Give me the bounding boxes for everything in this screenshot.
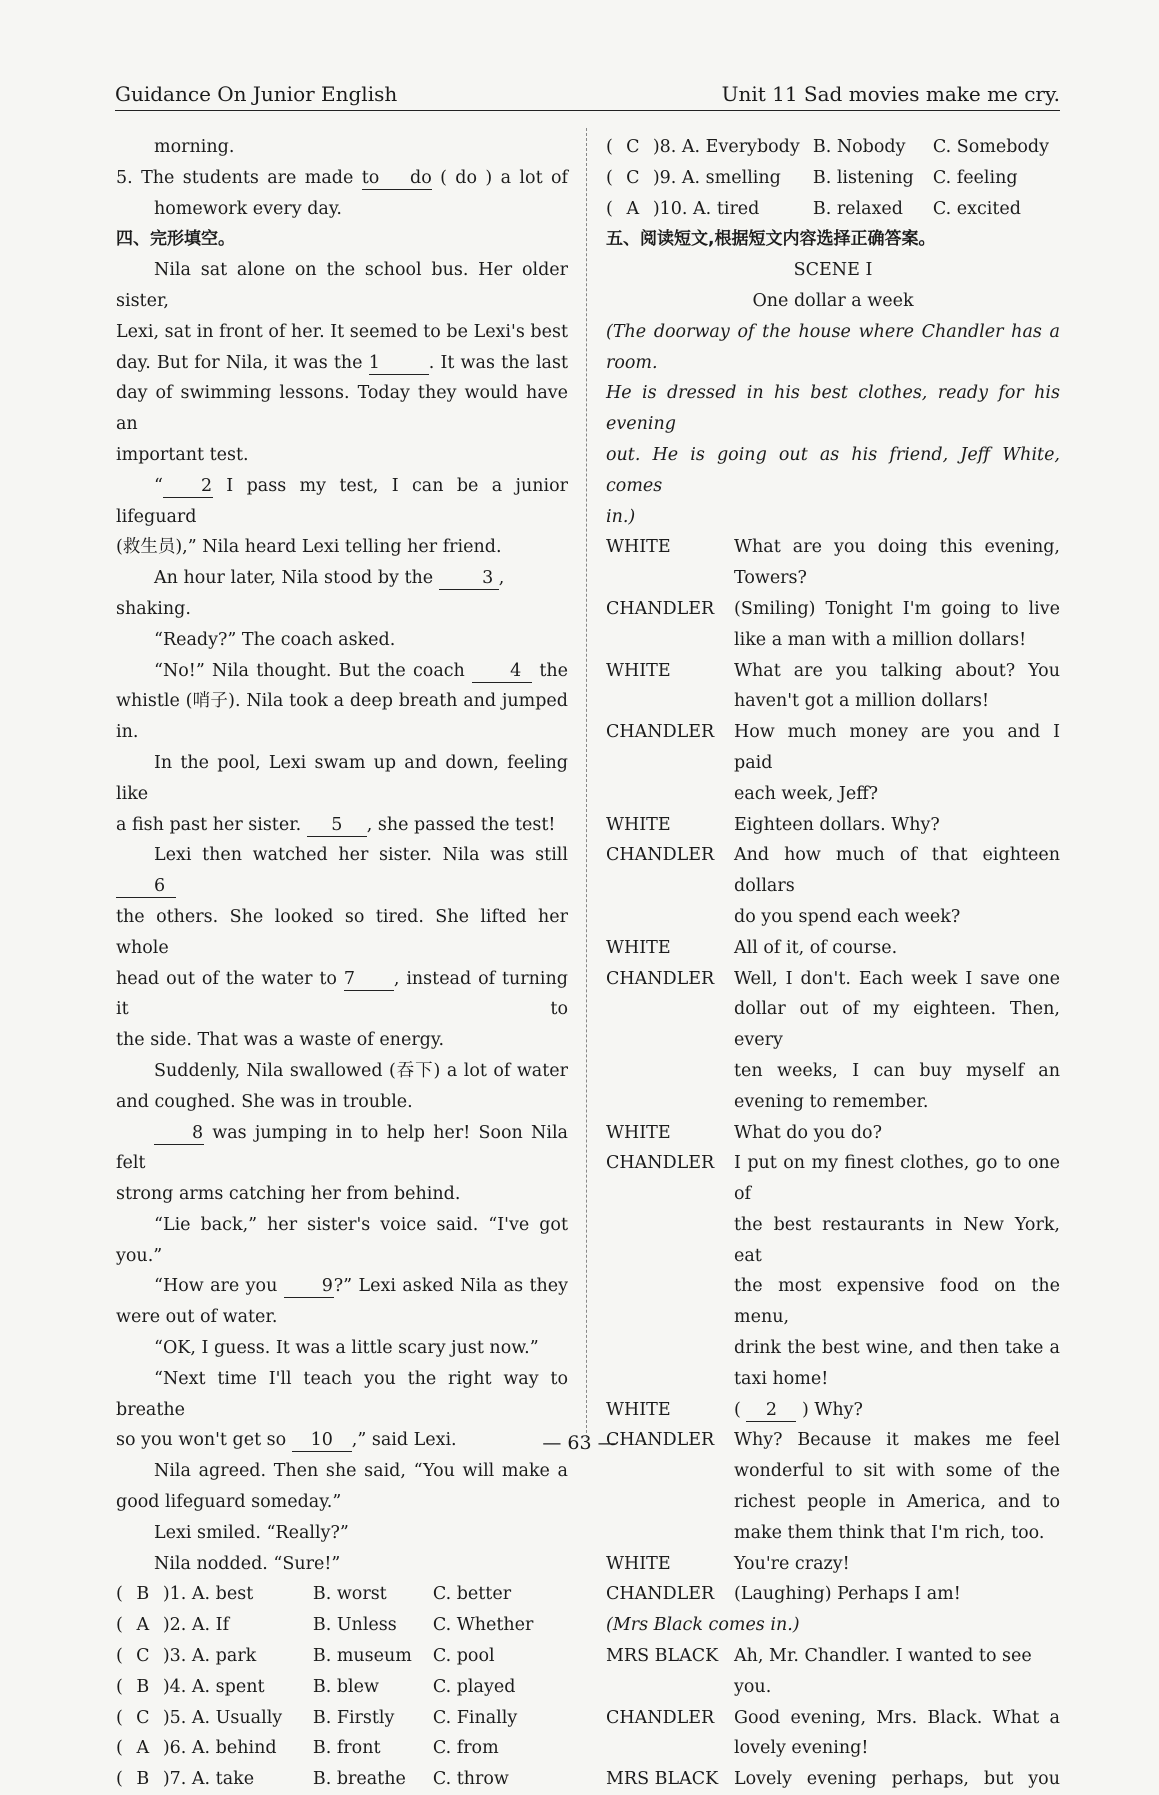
dialogue-line: CHANDLER Well, I don't. Each week I save one dollar out of my eighteen. Then, every ten weeks, I can buy myself an evening to remember. xyxy=(606,964,1060,1118)
passage-line: In the pool, Lexi swam up and down, feeling like xyxy=(116,752,568,804)
answer: A xyxy=(136,1738,150,1759)
stage-direction: (Mrs Black comes in.) xyxy=(606,1615,800,1636)
speaker: CHANDLER xyxy=(606,598,715,619)
passage-line: Lexi, sat in front of her. It seemed to be Lexi's best xyxy=(116,321,568,342)
option-row: ( B )1. A. best B. worst C. better xyxy=(116,1579,568,1610)
option-row: ( A )6. A. behind B. front C. from xyxy=(116,1733,568,1764)
speaker: CHANDLER xyxy=(606,1584,715,1605)
passage-line: you.” xyxy=(116,1245,163,1266)
option-row: ( C )9. A. smelling B. listening C. feeling xyxy=(606,163,1060,194)
unit-title: Unit 11 Sad movies make me cry. xyxy=(721,82,1060,106)
speaker: WHITE xyxy=(606,1122,671,1143)
passage-line: Nila nodded. “Sure!” xyxy=(154,1553,341,1574)
answer-blank: 2 xyxy=(746,1399,796,1422)
cloze-blank: 1 xyxy=(369,352,429,375)
passage-line: Nila sat alone on the school bus. Her older sister, xyxy=(116,260,568,311)
dialogue-line: CHANDLER Good evening, Mrs. Black. What a lovely evening! xyxy=(606,1703,1060,1765)
passage-line: good lifeguard someday.” xyxy=(116,1492,342,1513)
speaker: MRS BLACK xyxy=(606,1769,719,1790)
section-5-heading: 五、阅读短文,根据短文内容选择正确答案。 xyxy=(606,229,936,250)
cloze-blank: 9 xyxy=(284,1275,334,1298)
speaker: WHITE xyxy=(606,1553,671,1574)
passage-line: “OK, I guess. It was a little scary just now.” xyxy=(154,1338,539,1359)
cloze-blank: 10 xyxy=(292,1429,352,1452)
option-row: ( B )7. A. take B. breathe C. throw xyxy=(116,1764,568,1795)
stage-direction: in.) xyxy=(606,506,636,527)
passage-line: “ 2 I pass my test, I can be a junior lifeguard xyxy=(116,475,568,527)
dialogue-line: MRS BLACK Lovely evening perhaps, but you xyxy=(606,1764,1060,1795)
page-number: — 63 — xyxy=(542,1432,617,1454)
speaker: WHITE xyxy=(606,537,671,558)
text-line: homework every day. xyxy=(154,198,342,219)
passage-line: the side. That was a waste of energy. xyxy=(116,1030,445,1051)
passage-line: whistle (哨子). Nila took a deep breath and jumped xyxy=(116,691,568,712)
passage-line: “Ready?” The coach asked. xyxy=(154,629,396,650)
passage-line: (救生员),” Nila heard Lexi telling her friend. xyxy=(116,537,502,558)
left-column xyxy=(116,132,568,1795)
cloze-blank: 7 xyxy=(344,968,394,991)
passage-line: were out of water. xyxy=(116,1307,278,1328)
text-line: morning. xyxy=(154,137,235,157)
option-row: ( C )8. A. Everybody B. Nobody C. Somebody xyxy=(606,132,1060,163)
book-title: Guidance On Junior English xyxy=(115,82,398,106)
speaker: CHANDLER xyxy=(606,1707,715,1728)
speaker: WHITE xyxy=(606,937,671,958)
passage-line: Nila agreed. Then she said, “You will make a xyxy=(154,1461,568,1482)
right-column xyxy=(606,132,1060,1795)
cloze-blank: 6 xyxy=(116,875,176,898)
answer: B xyxy=(136,1769,150,1790)
option-row: ( B )4. A. spent B. blew C. played xyxy=(116,1672,568,1703)
page-header xyxy=(115,82,1060,111)
dialogue-line: CHANDLER I put on my finest clothes, go to one of the best restaurants in New York, eat the most expensive food on the menu, drink the best wine, and then take a taxi home! xyxy=(606,1148,1060,1394)
answer: C xyxy=(626,137,640,157)
option-row: ( C )3. A. park B. museum C. pool xyxy=(116,1641,568,1672)
option-row: ( C )5. A. Usually B. Firstly C. Finally xyxy=(116,1703,568,1734)
passage-line: Suddenly, Nila swallowed (吞下) a lot of water xyxy=(154,1060,568,1081)
answer: B xyxy=(136,1676,150,1697)
scene-title: SCENE I xyxy=(793,260,873,281)
speaker: WHITE xyxy=(606,1399,671,1420)
answer: C xyxy=(626,167,640,188)
answer: C xyxy=(136,1646,150,1667)
dialogue-line: WHITE You're crazy! xyxy=(606,1549,1060,1580)
dialogue-line: CHANDLER And how much of that eighteen dollars do you spend each week? xyxy=(606,840,1060,932)
dialogue-line: CHANDLER Why? Because it makes me feel wonderful to sit with some of the richest people in America, and to make them think that I'm rich, too. xyxy=(606,1425,1060,1548)
passage-line: “No!” Nila thought. But the coach 4 the xyxy=(154,660,568,681)
question-5: 5. The students are made to do ( do ) a lot of xyxy=(116,167,568,188)
dialogue-line: WHITE All of it, of course. xyxy=(606,933,1060,964)
speaker: CHANDLER xyxy=(606,1430,715,1451)
cloze-blank: 5 xyxy=(307,814,367,837)
speaker: CHANDLER xyxy=(606,1153,715,1174)
passage-line: head out of the water to 7 , instead of turning it to xyxy=(116,968,568,1020)
passage-line: “Lie back,” her sister's voice said. “I've got xyxy=(154,1214,568,1235)
passage-line: “Next time I'll teach you the right way to breathe xyxy=(116,1368,568,1420)
dialogue-line: CHANDLER (Smiling) Tonight I'm going to live like a man with a million dollars! xyxy=(606,594,1060,656)
speaker: CHANDLER xyxy=(606,968,715,989)
answer: A xyxy=(626,198,640,219)
option-row: ( A )2. A. If B. Unless C. Whether xyxy=(116,1610,568,1641)
dialogue-line: CHANDLER (Laughing) Perhaps I am! xyxy=(606,1579,1060,1610)
dialogue-line: WHITE ( 2 ) Why? xyxy=(606,1395,1060,1426)
speaker: WHITE xyxy=(606,814,671,835)
stage-direction: out. He is going out as his friend, Jeff White, comes xyxy=(606,444,1060,496)
dialogue-line: CHANDLER How much money are you and I paid each week, Jeff? xyxy=(606,717,1060,809)
answer: B xyxy=(136,1584,150,1605)
passage-line: the others. She looked so tired. She lifted her whole xyxy=(116,906,568,958)
speaker: WHITE xyxy=(606,660,671,681)
passage-line: a fish past her sister. 5 , she passed the test! xyxy=(116,814,556,835)
dialogue-line: WHITE What are you talking about? You haven't got a million dollars! xyxy=(606,656,1060,718)
answer-blank: to do xyxy=(361,167,432,188)
passage-line: so you won't get so 10 ,” said Lexi. xyxy=(116,1430,457,1451)
dialogue-line: WHITE What are you doing this evening, Towers? xyxy=(606,532,1060,594)
passage-line: 8 was jumping in to help her! Soon Nila felt xyxy=(116,1122,568,1174)
column-divider xyxy=(586,128,587,1438)
speaker: MRS BLACK xyxy=(606,1646,719,1667)
passage-line: day of swimming lessons. Today they would have an xyxy=(116,383,568,435)
dialogue-line: WHITE What do you do? xyxy=(606,1118,1060,1149)
passage-line: and coughed. She was in trouble. xyxy=(116,1091,413,1112)
passage-line: Lexi smiled. “Really?” xyxy=(154,1522,349,1543)
dialogue-line: WHITE Eighteen dollars. Why? xyxy=(606,810,1060,841)
cloze-blank: 2 xyxy=(163,475,213,498)
answer: C xyxy=(136,1707,150,1728)
passage-line: day. But for Nila, it was the 1 . It was the last xyxy=(116,352,568,373)
speaker: CHANDLER xyxy=(606,722,715,743)
scene-subtitle: One dollar a week xyxy=(752,290,914,311)
cloze-blank: 4 xyxy=(472,660,532,683)
stage-direction: (The doorway of the house where Chandler has a room. xyxy=(606,321,1060,373)
passage-line: important test. xyxy=(116,444,249,465)
cloze-blank: 8 xyxy=(154,1122,204,1145)
option-row: ( A )10. A. tired B. relaxed C. excited xyxy=(606,194,1060,225)
cloze-blank: 3 xyxy=(439,567,499,590)
passage-line: An hour later, Nila stood by the 3 , shaking. xyxy=(116,568,505,619)
passage-line: in. xyxy=(116,722,139,743)
stage-direction: He is dressed in his best clothes, ready for his evening xyxy=(606,383,1060,435)
dialogue-line: MRS BLACK Ah, Mr. Chandler. I wanted to see you. xyxy=(606,1641,1060,1703)
passage-line: Lexi then watched her sister. Nila was still 6 xyxy=(116,840,568,902)
section-4-heading: 四、完形填空。 xyxy=(116,229,235,250)
passage-line: strong arms catching her from behind. xyxy=(116,1184,461,1205)
answer: A xyxy=(136,1615,150,1636)
passage-line: “How are you 9?” Lexi asked Nila as they xyxy=(154,1276,568,1297)
speaker: CHANDLER xyxy=(606,845,715,866)
